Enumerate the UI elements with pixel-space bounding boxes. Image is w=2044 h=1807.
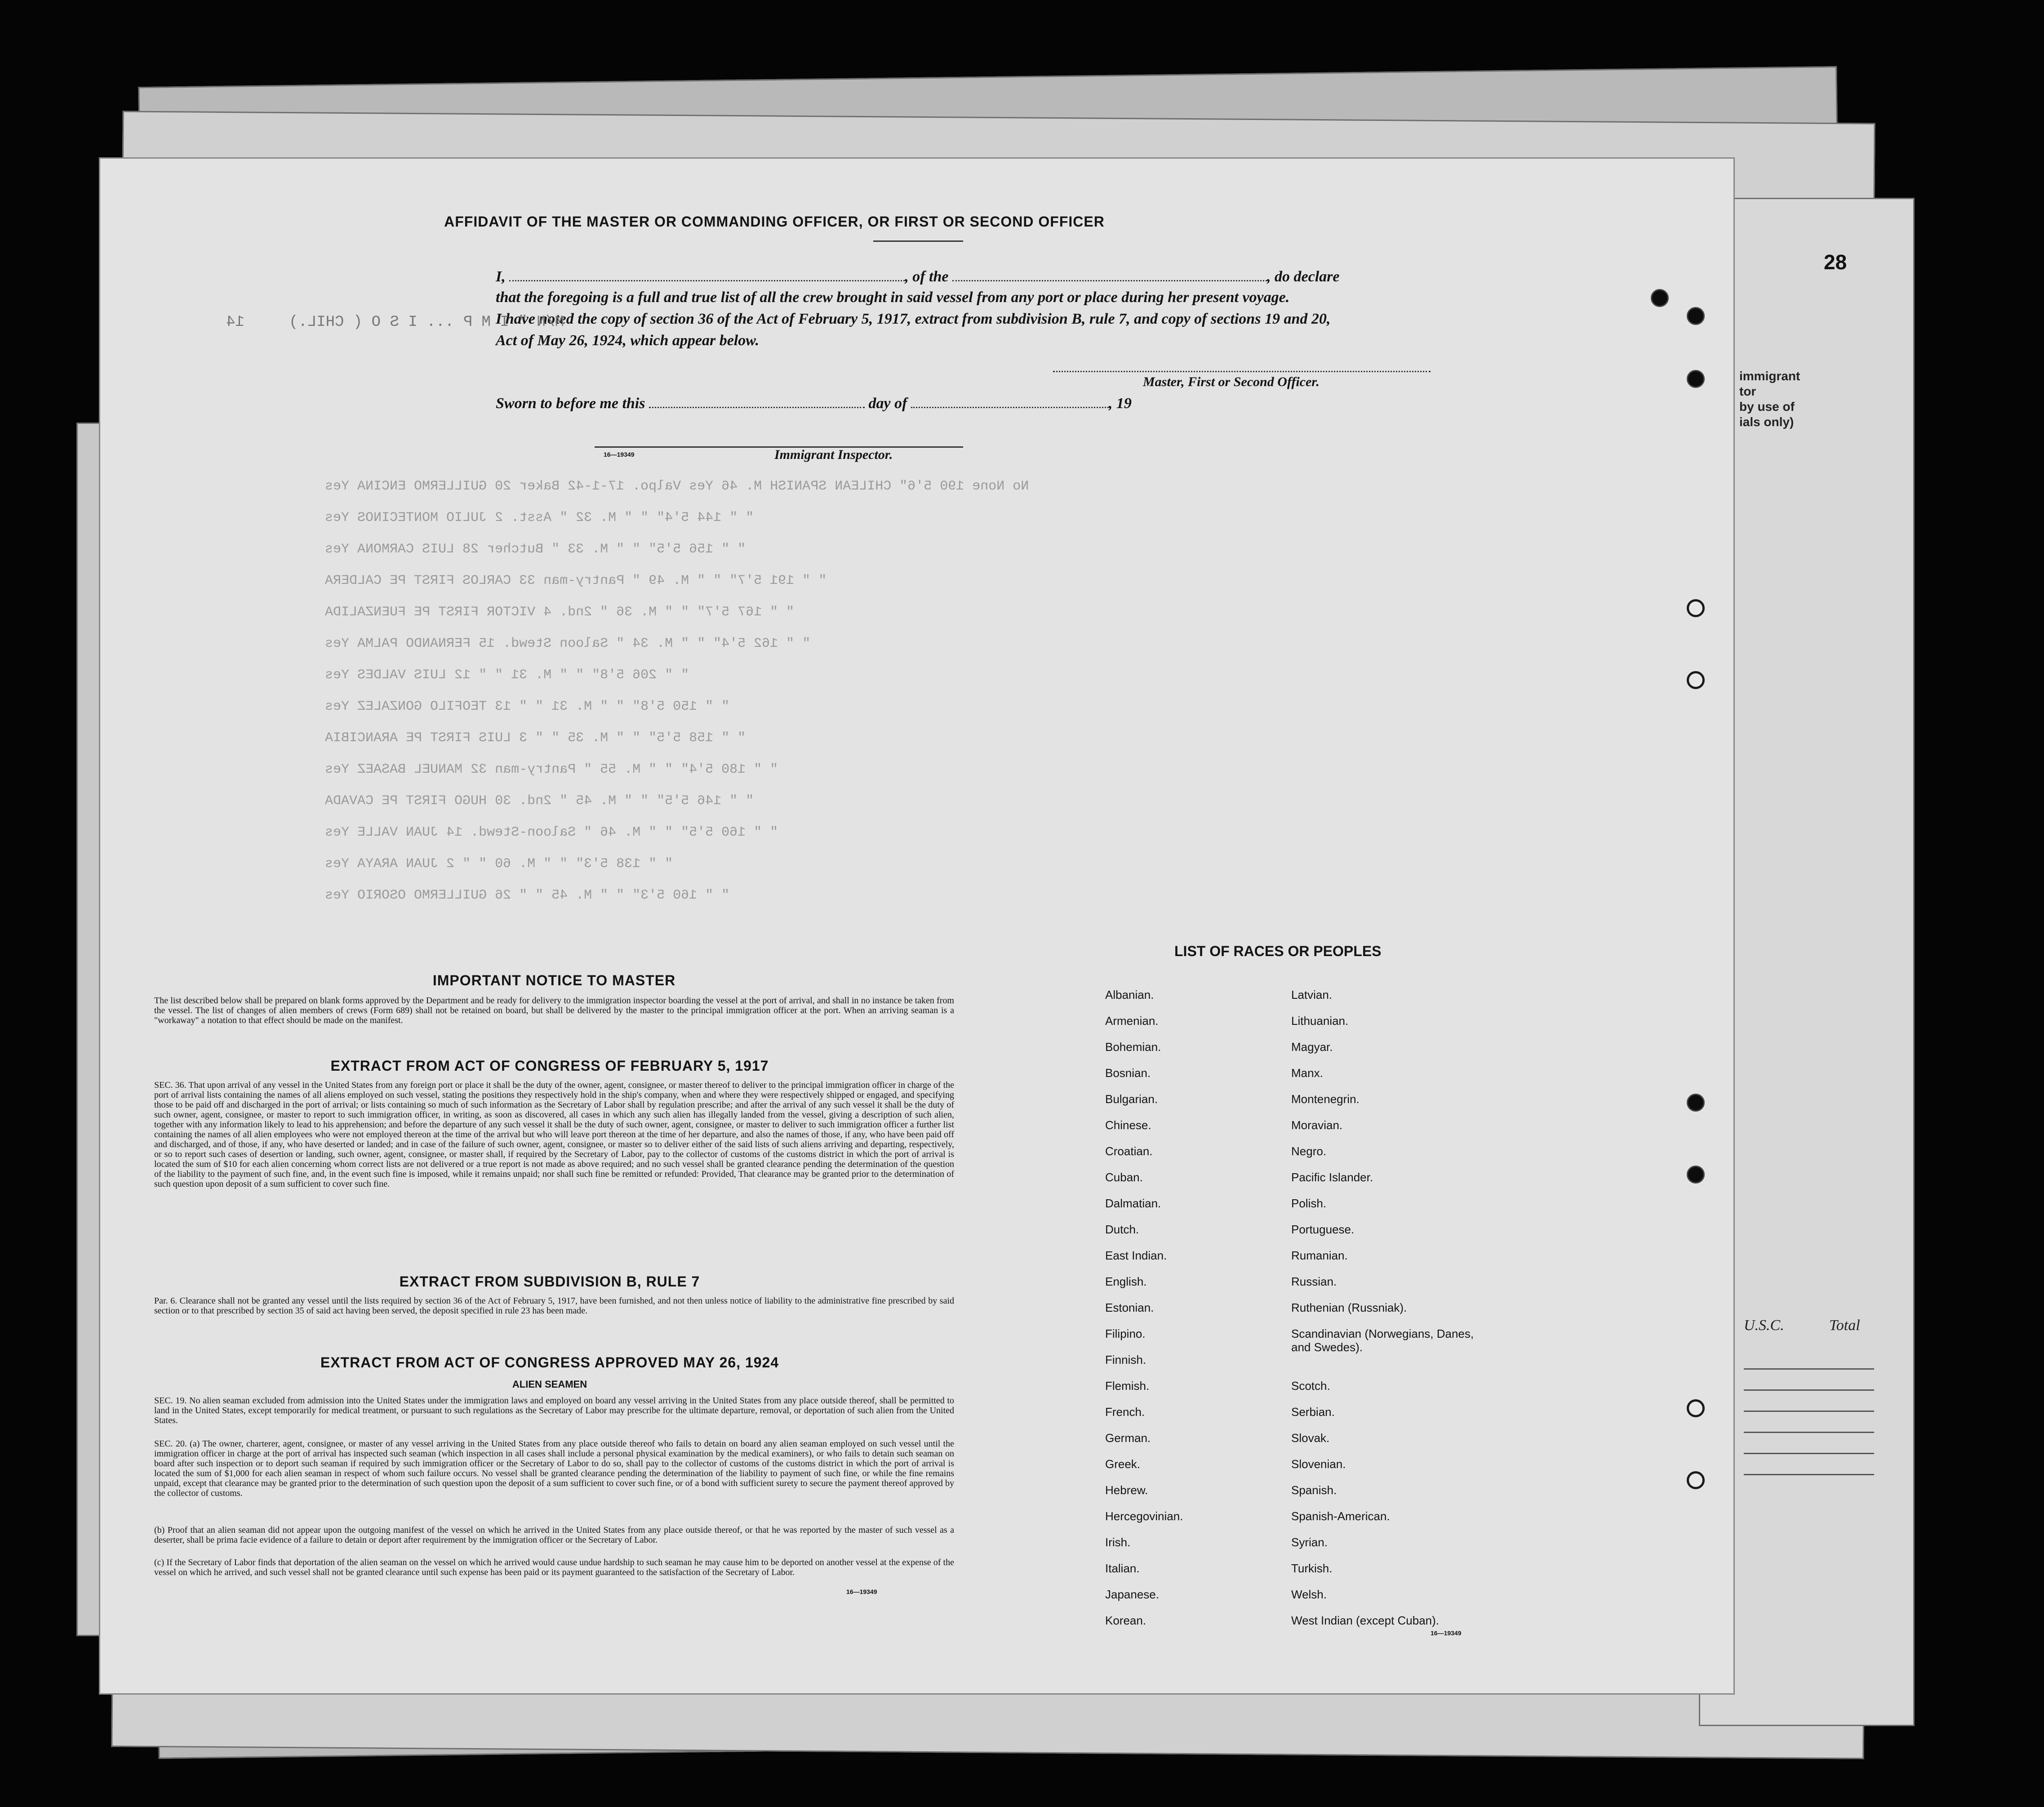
bleed-row: " " 158 5'5" " " M. 35 " " 3 LUIS FIRST PE ARANCIBIA [325, 730, 746, 746]
race-item: Montenegrin. [1291, 1092, 1360, 1106]
race-item: Magyar. [1291, 1040, 1333, 1054]
race-item: East Indian. [1105, 1249, 1167, 1262]
bleed-row: " " 160 5'3" " " M. 45 " " 26 GUILLERMO OSORIO Yes [325, 888, 730, 903]
race-item: Pacific Islander. [1291, 1171, 1373, 1184]
right-sheet-rules [1744, 1349, 1874, 1492]
race-item: Korean. [1105, 1614, 1146, 1627]
race-item: Irish. [1105, 1536, 1131, 1549]
extract-1917-title: EXTRACT FROM ACT OF CONGRESS OF FEBRUARY 5, 1917 [330, 1058, 769, 1074]
race-item: Bosnian. [1105, 1066, 1151, 1080]
bleed-row: " " 150 5'8" " " M. 31 " " 13 TEOFILO GONZALEZ Yes [325, 699, 730, 714]
sec19-text: SEC. 19. No alien seaman excluded from admission into the United States under the immigration laws and employed on board any vessel arriving in the United States from any place outside thereof, shall be permitted to land in the United States, except temporarily for medical treatment, or pursuant to such regulations as the Secretary of Labor may prescribe for the ultimate departure, removal, or deportation of such alien from the United States. [154, 1396, 954, 1425]
day-of-text: day of [868, 395, 907, 412]
punch-hole [1687, 599, 1705, 617]
race-item: Negro. [1291, 1144, 1327, 1158]
affidavit-line-4: Act of May 26, 1924, which appear below. [496, 332, 760, 349]
affidavit-of-the: , of the [905, 268, 949, 285]
sec20b-text: (b) Proof that an alien seaman did not appear upon the outgoing manifest of the vessel on which he arrived in the United States from any place outside thereof, or that he was reported by the master of such vessel as a deserter, shall be prima facie evidence of a failure to detain or deport after requirement by the immigration officer or the Secretary of Labor. [154, 1525, 954, 1545]
bleed-row: " " 167 5'7" " " M. 36 " 2nd. 4 VICTOR FIRST PE FUENZALIDA [325, 605, 795, 620]
race-item: West Indian (except Cuban). [1291, 1614, 1440, 1627]
race-item: Italian. [1105, 1562, 1140, 1575]
races-form-number: 16—19349 [1431, 1629, 1462, 1637]
race-item: Polish. [1291, 1197, 1327, 1210]
bleed-row: " " 146 5'5" " " M. 45 " 2nd. 30 HUGO FIRST PE CAVADA [325, 793, 754, 809]
form-number-bottom: 16—19349 [846, 1588, 877, 1595]
race-item: Armenian. [1105, 1014, 1159, 1028]
race-item: Slovenian. [1291, 1457, 1346, 1471]
bleed-row: " " 144 5'4" " " M. 32 " Asst. 2 JULIO MONTECINOS Yes [325, 510, 754, 525]
bleed-row: No None 190 5'6" CHILEAN SPANISH M. 46 Yes Valpo. 17-1-42 Baker 20 GUILLERMO ENCINA Yes [325, 479, 1029, 494]
race-item: Spanish-American. [1291, 1509, 1390, 1523]
sworn-text: Sworn to before me this [496, 395, 645, 412]
affidavit-title: AFFIDAVIT OF THE MASTER OR COMMANDING OFFICER, OR FIRST OR SECOND OFFICER [444, 214, 1105, 230]
title-rule [873, 240, 963, 242]
race-item: Estonian. [1105, 1301, 1154, 1314]
race-item: German. [1105, 1431, 1151, 1445]
bleed-header-num: 14 [226, 314, 244, 331]
race-item: Rumanian. [1291, 1249, 1348, 1262]
affidavit-i: I, [496, 268, 506, 285]
vessel-blank[interactable] [952, 267, 1267, 281]
affidavit-declare: , do declare [1267, 268, 1340, 285]
bleed-row: " " 191 5'7" " " M. 49 " Pantry-man 33 CARLOS FIRST PE CALDERA [325, 573, 827, 588]
race-item: Ruthenian (Russniak). [1291, 1301, 1407, 1314]
race-item: Turkish. [1291, 1562, 1333, 1575]
bleed-row: " " 160 5'5" " " M. 46 " Saloon-Stewd. 14 JUAN VALLE Yes [325, 825, 778, 840]
race-item: Japanese. [1105, 1588, 1159, 1601]
race-item: Manx. [1291, 1066, 1323, 1080]
race-item: Dutch. [1105, 1223, 1139, 1236]
race-item: Portuguese. [1291, 1223, 1355, 1236]
race-item: Dalmatian. [1105, 1197, 1161, 1210]
races-title: LIST OF RACES OR PEOPLES [1174, 943, 1382, 959]
name-blank[interactable] [509, 267, 905, 281]
race-item: Albanian. [1105, 988, 1154, 1001]
total-column-label: Total [1829, 1317, 1860, 1334]
race-item: Bulgarian. [1105, 1092, 1158, 1106]
affidavit-line-1 [496, 267, 1339, 285]
affidavit-sheet [99, 157, 1735, 1695]
sworn-day-blank[interactable] [649, 393, 865, 408]
race-item: Chinese. [1105, 1118, 1151, 1132]
punch-hole [1687, 1471, 1705, 1489]
signature-line[interactable] [1053, 371, 1431, 372]
bleed-row: " " 162 5'4" " " M. 34 " Saloon Stewd. 15 FERNANDO PALMA Yes [325, 636, 811, 651]
race-item: Welsh. [1291, 1588, 1327, 1601]
extract-1924-title: EXTRACT FROM ACT OF CONGRESS APPROVED MAY 26, 1924 [320, 1354, 779, 1371]
rule7-title: EXTRACT FROM SUBDIVISION B, RULE 7 [399, 1273, 700, 1290]
race-item: Russian. [1291, 1275, 1337, 1288]
punch-hole [1651, 289, 1669, 307]
punch-hole [1687, 370, 1705, 388]
right-sheet-header: immigrant tor by use of ials only) [1739, 369, 1800, 429]
race-item: Moravian. [1291, 1118, 1343, 1132]
punch-hole [1687, 1166, 1705, 1184]
punch-hole [1687, 671, 1705, 689]
punch-hole [1687, 1399, 1705, 1417]
race-item: Cuban. [1105, 1171, 1143, 1184]
race-item: Hercegovinian. [1105, 1509, 1183, 1523]
notice-text: The list described below shall be prepared on blank forms approved by the Department and be ready for delivery to the immigration inspector boarding the vessel at the port of arrival, and shall in no instance be taken from the vessel. The list of changes of alien members of crews (Form 689) shall not be retained on board, but shall be delivered by the master to the principal immigration officer at the port. When an arriving seaman is a "workaway" a notation to that effect should be made on the manifest. [154, 996, 954, 1025]
race-item: Finnish. [1105, 1353, 1146, 1366]
affidavit-line-2: that the foregoing is a full and true list of all the crew brought in said vessel from any port or place during her present voyage. [496, 289, 1290, 306]
race-item: Bohemian. [1105, 1040, 1161, 1054]
race-item: Flemish. [1105, 1379, 1150, 1393]
sworn-month-blank[interactable] [911, 393, 1109, 408]
page-number: 28 [1824, 250, 1847, 274]
affidavit-line-3: I have noted the copy of section 36 of the Act of February 5, 1917, extract from subdivision B, rule 7, and copy of sections 19 and 20, [496, 311, 1331, 327]
bleed-row: " " 138 5'3" " " M. 60 " " 2 JUAN ARAYA Yes [325, 856, 673, 872]
race-item: Syrian. [1291, 1536, 1328, 1549]
sec20c-text: (c) If the Secretary of Labor finds that deportation of the alien seaman on the vessel on which he arrived would cause undue hardship to such seaman he may cause him to be deported on another vessel at the expense of the vessel on which he arrived, and such vessel shall not be granted clearance until such expense has been paid or its payment guaranteed to the satisfaction of the Secretary of Labor. [154, 1558, 954, 1577]
bleed-row: " " 180 5'4" " " M. 55 " Pantry-man 32 MANUEL BASAEZ Yes [325, 762, 778, 777]
alien-seamen-subtitle: ALIEN SEAMEN [512, 1379, 587, 1390]
bleed-row: " " 206 5'8" " " M. 31 " " 12 LUIS VALDES Yes [325, 668, 689, 683]
sec20a-text: SEC. 20. (a) The owner, charterer, agent, consignee, or master of any vessel arriving in the United States from any place outside thereof who fails to detain on board any alien seaman employed on such vessel until the immigration officer in charge at the port of arrival has inspected such seaman (which inspection in all cases shall include a personal physical examination by the medical examiners), or who fails to detain such seaman on board after such inspection or to deport such seaman if required by such immigration officer or the Secretary of Labor to do so, shall pay to the collector of customs of the customs district in which the port of arrival is located the sum of $1,000 for each alien seaman in respect of whom such failure occurs. No vessel shall be granted clearance pending the determination of the liability to payment of such fine, or while the fine remains unpaid, except that clearance may be granted prior to the determination of such question upon the deposit of a sum sufficient to cover such fine, or of a bond with sufficient surety to secure the payment thereof approved by the collector of customs. [154, 1439, 954, 1498]
race-item: English. [1105, 1275, 1147, 1288]
sworn-line [496, 393, 1132, 412]
punch-hole [1687, 307, 1705, 325]
rule7-text: Par. 6. Clearance shall not be granted any vessel until the lists required by section 36 of the Act of February 5, 1917, have been furnished, and not then unless notice of liability to the administrative fine prescribed by said section or to that prescribed by section 35 of said act having been served, the deposit specified in rule 23 has been made. [154, 1296, 954, 1316]
race-item: Scandinavian (Norwegians, Danes, and Swedes). [1291, 1327, 1474, 1354]
usc-column-label: U.S.C. [1744, 1317, 1784, 1334]
year-text: , 19 [1108, 395, 1132, 412]
race-item: Scotch. [1291, 1379, 1330, 1393]
race-item: Hebrew. [1105, 1483, 1148, 1497]
notice-title: IMPORTANT NOTICE TO MASTER [432, 972, 676, 988]
form-number: 16—19349 [604, 451, 635, 458]
signature-caption: Master, First or Second Officer. [1143, 374, 1320, 389]
race-item: Spanish. [1291, 1483, 1337, 1497]
race-item: Serbian. [1291, 1405, 1335, 1419]
extract-1917-text: SEC. 36. That upon arrival of any vessel in the United States from any foreign port or place it shall be the duty of the owner, agent, consignee, or master thereof to deliver to the principal immigration officer in charge of the port of arrival lists containing the names of all aliens employed on such vessel, stating the positions they respectively hold in the ship's company, when and where they were respectively shipped or engaged, and specifying those to be paid off and discharged in the port of arrival; or lists containing so much of such information as the Secretary of Labor shall by regulation prescribe; and after the arrival of any such vessel it shall be the duty of such owner, agent, consignee, or master to report to such immigration officer, in writing, as soon as discovered, all cases in which any such alien has illegally landed from the vessel, giving a description of such alien, together with any information likely to lead to his apprehension; and before the departure of any such vessel it shall be the duty of such owner, agent, consignee, or master to deliver to such immigration officer a further list containing the names of all alien employees who were not employed thereon at the time of the arrival but who will leave port thereon at the time of her departure, and also the names of those, if any, who have been paid off and discharged, and of those, if any, who have deserted or landed; and in case of the failure of such owner, agent, consignee, or master so to deliver either of the said lists of such aliens arriving and departing, respectively, or so to report such cases of desertion or landing, such owner, agent, consignee, or master shall, if required by the Secretary of Labor, pay to the collector of customs of the customs district in which the port of arrival is located the sum of $10 for each alien concerning whom correct lists are not delivered or a true report is not made as above required; and no such vessel shall be granted clearance pending the determination of the question of the liability to the payment of such fine, and, in the event such fine is imposed, while it remains unpaid; nor shall such fine be remitted or refunded: Provided, That clearance may be granted prior to the determination of such question upon deposit of a sum sufficient to cover such fine. [154, 1080, 954, 1189]
race-item: Greek. [1105, 1457, 1141, 1471]
punch-hole [1687, 1094, 1705, 1112]
race-item: Lithuanian. [1291, 1014, 1349, 1028]
bleed-header: M/N " I M P ... I S O ( CHIL.) [289, 314, 564, 331]
race-item: Slovak. [1291, 1431, 1330, 1445]
race-item: Croatian. [1105, 1144, 1153, 1158]
race-item: Filipino. [1105, 1327, 1146, 1340]
bleed-row: " " 156 5'5" " " M. 33 " Butcher 28 LUIS CARMONA Yes [325, 542, 746, 557]
race-item: Latvian. [1291, 988, 1333, 1001]
race-item: French. [1105, 1405, 1145, 1419]
inspector-caption: Immigrant Inspector. [774, 447, 893, 462]
